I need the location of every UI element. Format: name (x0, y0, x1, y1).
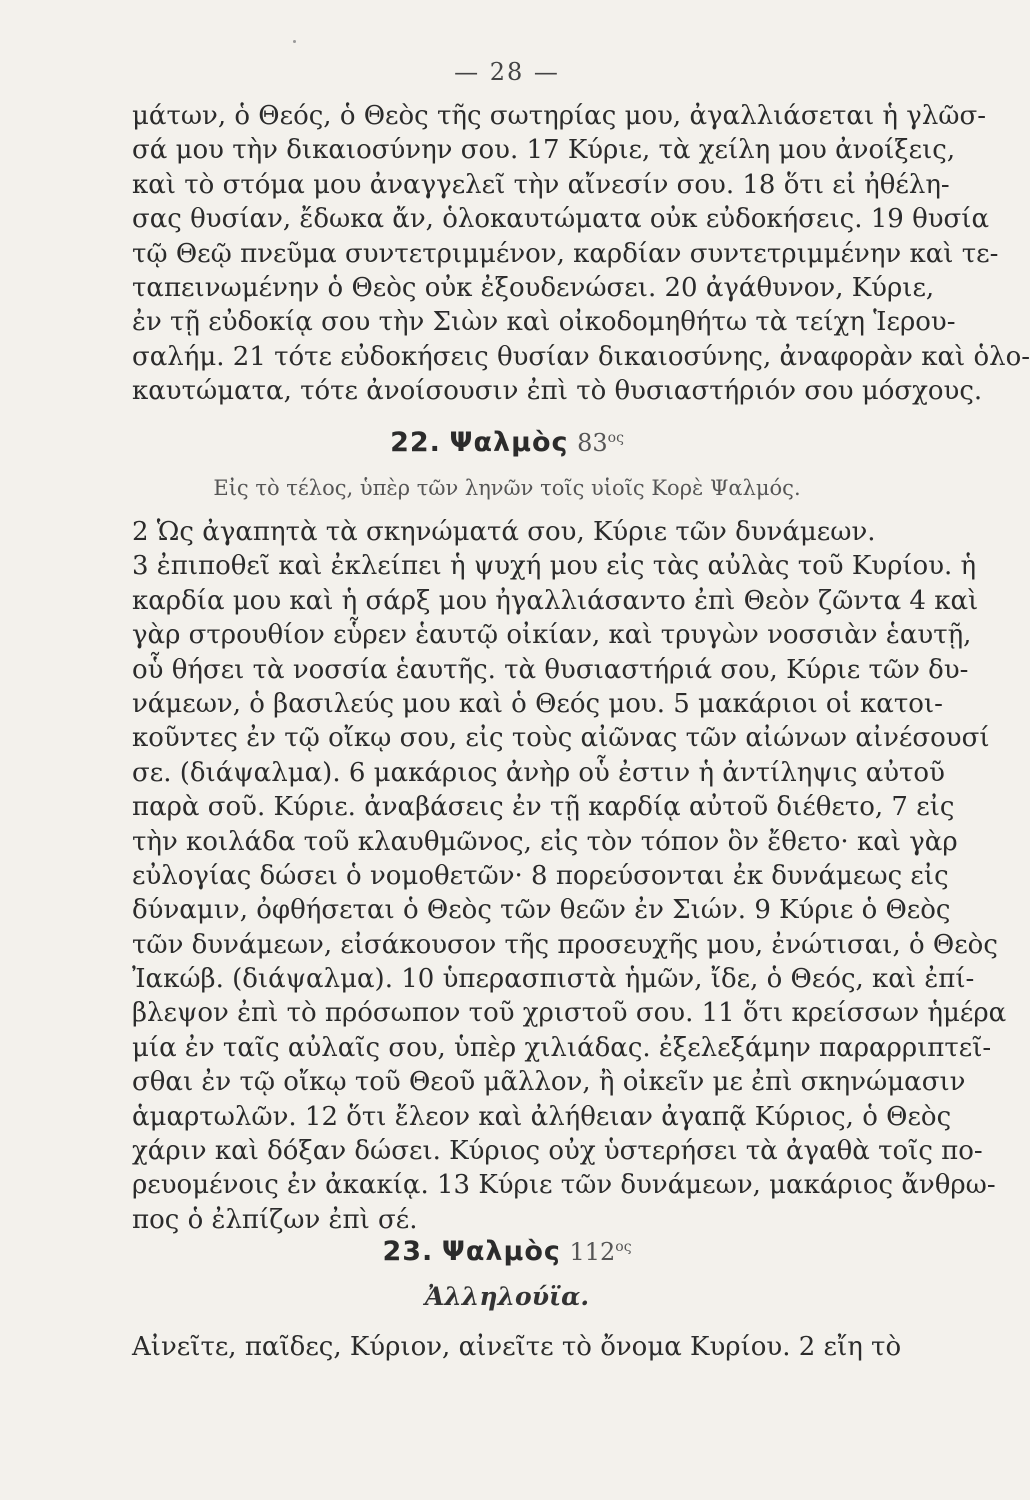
text-line: τὴν κοιλάδα τοῦ κλαυθμῶνος, εἰς τὸν τόπον ὃν ἔθετο· καὶ γὰρ (132, 826, 958, 857)
psalm-23-ordinal-suffix: ος (615, 1239, 632, 1255)
text-line: εὐλογίας δώσει ὁ νομοθετῶν· 8 πορεύσονται ἐκ δυνάμεως εἰς (132, 860, 949, 891)
psalm-23-number: 23. (382, 1236, 434, 1267)
text-line: 2 Ὡς ἀγαπητὰ τὰ σκηνώματά σου, Κύριε τῶν δυνάμεων. (132, 517, 876, 547)
text-line: μία ἐν ταῖς αὐλαῖς σου, ὑπὲρ χιλιάδας. ἐξελεξάμην παραρριπτεῖ- (132, 1032, 992, 1063)
psalm-23-word: Ψαλμὸς (441, 1236, 561, 1267)
psalm-22-subtitle: Εἰς τὸ τέλος, ὑπὲρ τῶν ληνῶν τοῖς υἱοῖς Κορὲ Ψαλμός. (213, 476, 801, 500)
paper-speck (293, 40, 296, 43)
psalm-23-ordinal (569, 1238, 631, 1266)
psalm-23-heading (0, 1236, 1014, 1267)
text-line: σθαι ἐν τῷ οἴκῳ τοῦ Θεοῦ μᾶλλον, ἢ οἰκεῖν με ἐπὶ σκηνώμασιν (132, 1067, 966, 1098)
psalm-22-heading (0, 427, 1014, 458)
text-line: τῷ Θεῷ πνεῦμα συντετριμμένον, καρδίαν συντετριμμένην καὶ τε- (132, 238, 999, 269)
text-line: Ἰακώβ. (διάψαλμα). 10 ὑπερασπιστὰ ἡμῶν, ἴδε, ὁ Θεός, καὶ ἐπί- (132, 964, 975, 995)
text-line: δύναμιν, ὀφθήσεται ὁ Θεὸς τῶν θεῶν ἐν Σιών. 9 Κύριε ὁ Θεὸς (132, 895, 951, 926)
psalm-22-number: 22. (390, 427, 441, 458)
text-line: χάριν καὶ δόξαν δώσει. Κύριος οὐχ ὑστερήσει τὰ ἀγαθὰ τοῖς πο- (132, 1136, 983, 1167)
text-line: νάμεων, ὁ βασιλεύς μου καὶ ὁ Θεός μου. 5 μακάριοι οἱ κατοι- (132, 688, 943, 719)
text-line: οὗ θήσει τὰ νοσσία ἑαυτῆς. τὰ θυσιαστήριά σου, Κύριε τῶν δυ- (132, 654, 969, 685)
text-line: παρὰ σοῦ. Κύριε. ἀναβάσεις ἐν τῇ καρδίᾳ αὐτοῦ διέθετο, 7 εἰς (132, 792, 955, 823)
psalm-22-ordinal-number: 83 (577, 429, 608, 457)
text-line: σε. (διάψαλμα). 6 μακάριος ἀνὴρ οὗ ἐστιν ἡ ἀντίληψις αὐτοῦ (132, 757, 945, 788)
psalm-22-ordinal-suffix: ος (607, 430, 624, 446)
text-line: τῶν δυνάμεων, εἰσάκουσον τῆς προσευχῆς μου, ἐνώτισαι, ὁ Θεὸς (132, 929, 998, 960)
text-line: καυτώματα, τότε ἀνοίσουσιν ἐπὶ τὸ θυσιαστήριόν σου μόσχους. (132, 376, 983, 407)
psalm-22-ordinal (577, 429, 624, 457)
text-line: 3 ἐπιποθεῖ καὶ ἐκλείπει ἡ ψυχή μου εἰς τὰς αὐλὰς τοῦ Κυρίου. ἡ (132, 551, 977, 582)
page-number: — 28 — (454, 58, 560, 86)
text-line: ἐν τῇ εὐδοκίᾳ σου τὴν Σιὼν καὶ οἰκοδομηθήτω τὰ τείχη Ἱερου- (132, 307, 956, 338)
psalm-22-word: Ψαλμὸς (449, 427, 569, 458)
text-line: μάτων, ὁ Θεός, ὁ Θεὸς τῆς σωτηρίας μου, ἀγαλλιάσεται ἡ γλῶσ- (132, 101, 987, 131)
text-line: γὰρ στρουθίον εὗρεν ἑαυτῷ οἰκίαν, καὶ τρυγὼν νοσσιὰν ἑαυτῇ, (132, 620, 972, 651)
text-line: κοῦντες ἐν τῷ οἴκῳ σου, εἰς τοὺς αἰῶνας τῶν αἰώνων αἰνέσουσί (132, 723, 990, 754)
text-line: καρδία μου καὶ ἡ σάρξ μου ἠγαλλιάσαντο ἐπὶ Θεὸν ζῶντα 4 καὶ (132, 585, 979, 616)
text-line: σά μου τὴν δικαιοσύνην σου. 17 Κύριε, τὰ χείλη μου ἀνοίξεις, (132, 135, 956, 166)
psalm-22-text (132, 515, 1007, 1237)
psalm-23-text (132, 1330, 902, 1364)
psalm-23-subtitle: Ἀλληλούϊα. (424, 1282, 590, 1311)
text-line: ἁμαρτωλῶν. 12 ὅτι ἔλεον καὶ ἀλήθειαν ἀγαπᾷ Κύριος, ὁ Θεὸς (132, 1101, 952, 1132)
text-line: ταπεινωμένην ὁ Θεὸς οὐκ ἐξουδενώσει. 20 ἀγάθυνον, Κύριε, (132, 272, 935, 303)
text-line: ρευομένοις ἐν ἀκακίᾳ. 13 Κύριε τῶν δυνάμεων, μακάριος ἄνθρω- (132, 1170, 996, 1201)
text-line: σας θυσίαν, ἔδωκα ἄν, ὁλοκαυτώματα οὐκ εὐδοκήσεις. 19 θυσία (132, 204, 990, 235)
text-line: βλεψον ἐπὶ τὸ πρόσωπον τοῦ χριστοῦ σου. 11 ὅτι κρείσσων ἡμέρα (132, 998, 1007, 1029)
text-line: καὶ τὸ στόμα μου ἀναγγελεῖ τὴν αἴνεσίν σου. 18 ὅτι εἰ ἠθέλη- (132, 169, 950, 200)
psalm-23-ordinal-number: 112 (569, 1238, 616, 1266)
text-line: σαλήμ. 21 τότε εὐδοκήσεις θυσίαν δικαιοσύνης, ἀναφορὰν καὶ ὁλο- (132, 341, 1030, 372)
psalm-text-continuation (132, 99, 1030, 409)
text-line: πος ὁ ἐλπίζων ἐπὶ σέ. (132, 1204, 418, 1235)
text-line: Αἰνεῖτε, παῖδες, Κύριον, αἰνεῖτε τὸ ὄνομα Κυρίου. 2 εἴη τὸ (132, 1332, 902, 1362)
